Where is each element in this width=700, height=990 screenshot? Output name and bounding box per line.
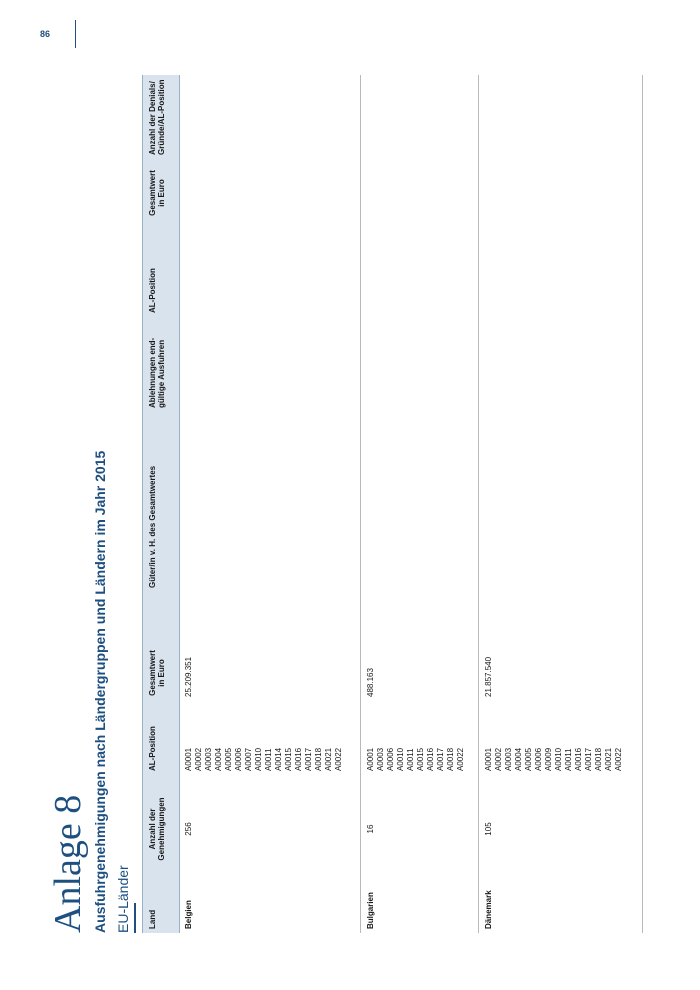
cell-gesamtwert: 488.163 [366,668,375,697]
table-row [362,75,479,933]
header-al-position: AL-Position [148,726,157,771]
table-header [142,75,180,933]
header-gesamtwert-2: Gesamtwert in Euro [148,170,166,216]
page-number: 86 [40,29,51,39]
page-subtitle: Ausfuhrgenehmigungen nach Ländergruppen und Ländern im Jahr 2015 [92,450,108,933]
cell-al-positions: A0001 A0003 A0006 A0010 A0011 A0015 A0016 A0017 A0018 A0022 [366,747,465,771]
table-row [480,75,643,933]
cell-anzahl: 256 [184,822,193,836]
cell-al-positions: A0001 A0002 A0003 A0004 A0005 A0006 A0007 A0010 A0011 A0014 A0015 A0016 A0017 A0018 A0021 A0022 [184,747,343,771]
section-underline [134,903,136,933]
header-denials: Anzahl der Denials/ Gründe/AL-Position [148,79,166,155]
header-ablehnungen: Ablehnungen end- gültige Ausfuhren [148,337,166,408]
cell-al-positions: A0001 A0002 A0003 A0004 A0005 A0006 A0009 A0010 A0011 A0016 A0017 A0018 A0021 A0022 [484,747,623,771]
cell-gesamtwert: 25.209.351 [184,656,193,697]
header-gueter: Güter/in v. H. des Gesamtwertes [148,465,157,588]
cell-anzahl: 16 [366,824,375,834]
cell-land: Bulgarien [366,892,375,929]
cell-anzahl: 105 [484,822,493,836]
header-gesamtwert: Gesamtwert in Euro [148,650,166,696]
header-al-position-2: AL-Position [148,268,157,313]
cell-land: Dänemark [484,890,493,929]
section-heading: EU-Länder [115,865,131,933]
landscape-content [0,20,650,960]
cell-gesamtwert: 21.857.540 [484,656,493,697]
cell-land: Belgien [184,900,193,929]
header-anzahl: Anzahl der Genehmigungen [148,797,166,861]
page-title: Anlage 8 [47,794,89,933]
header-land: Land [148,909,157,929]
table-row [180,75,361,933]
